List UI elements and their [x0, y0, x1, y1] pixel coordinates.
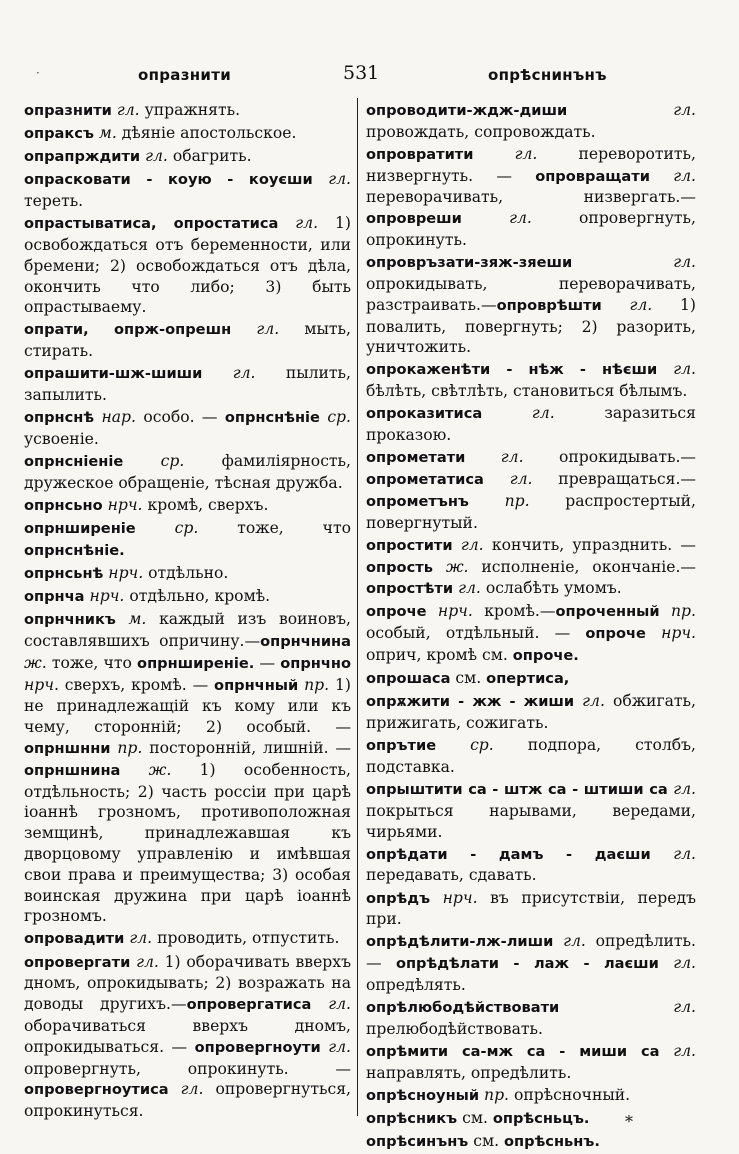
dictionary-entry	[366, 144, 696, 251]
grammar-label: гл.	[572, 253, 696, 272]
grammar-label: гл.	[312, 170, 351, 189]
definition-text: покрыться нарывами, вередами, чирьями.	[366, 801, 696, 841]
grammar-label: ср.	[436, 736, 528, 755]
grammar-label: гл.	[124, 929, 158, 948]
definition-text: 1) не принадлежащій къ кому или къ чему, сторонній; 2) особый. —	[24, 675, 351, 737]
dictionary-entry	[366, 844, 696, 887]
grammar-label: гл.	[473, 144, 579, 163]
definition-text: опредѣлить. —	[366, 932, 696, 973]
headword: опрастыватиса, опростатиса	[24, 215, 279, 233]
dictionary-entry	[24, 169, 351, 212]
grammar-label: гл.	[482, 404, 605, 423]
definition-text: ослабѣть умомъ.	[485, 579, 622, 598]
definition-text: направлять, опредѣлить.	[366, 1063, 572, 1082]
grammar-label: нар.	[94, 408, 144, 427]
dictionary-entry	[24, 100, 351, 122]
grammar-label: гл.	[202, 364, 286, 383]
definition-text: каждый изъ воиновъ, составлявшихъ опричину.—	[24, 610, 351, 650]
left-guide-word: опразнити	[138, 66, 232, 84]
grammar-label: ср.	[123, 452, 222, 471]
definition-text: 1) оборачивать вверхъ дномъ, опрокидывать; 2) возражать на доводы другихъ.—	[24, 952, 351, 1014]
definition-text: посторонній, лишній. —	[149, 738, 351, 757]
headword: опровергатиса	[186, 996, 312, 1014]
grammar-label: м.	[115, 610, 160, 629]
speck-mark: ·	[36, 66, 40, 80]
headword: опровратити	[366, 145, 474, 163]
headword: опрапрждити	[24, 148, 141, 166]
dictionary-entry	[366, 403, 696, 446]
headword: опрѣдъ	[366, 889, 431, 907]
headword: опрасковати - коую - коуєши	[24, 171, 313, 189]
definition-text: кромѣ.—	[484, 602, 556, 621]
grammar-label: гл.	[130, 952, 165, 971]
grammar-label: гл.	[311, 995, 351, 1014]
grammar-label: нрч.	[430, 888, 491, 907]
grammar-label: гл.	[168, 1080, 216, 1099]
grammar-label: нрч.	[645, 624, 696, 643]
definition-text: особый, отдѣльный. —	[366, 624, 586, 643]
dictionary-entry	[366, 535, 696, 600]
dictionary-entry	[366, 888, 696, 931]
dictionary-entry	[366, 779, 696, 842]
definition-text: 1) особенность, отдѣльность; 2) часть россіи при царѣ іоаннѣ грозномъ, противоположная земщинѣ, принадлежавшая къ дворцовому управленію и имѣвшая свои права и преимущества; 3) особая воинская дружина при царѣ іоаннѣ грозномъ.	[24, 760, 351, 926]
grammar-label: пр.	[659, 602, 696, 621]
grammar-label: гл.	[452, 535, 492, 554]
grammar-label: гл.	[483, 470, 559, 489]
definition-text: отдѣльно, кромѣ.	[129, 587, 271, 606]
headword: опрншнина	[24, 761, 121, 779]
definition-text: 1) освобождаться отъ беременности, или бремени; 2) освобождаться отъ дѣла, окончить что либо; 3) быть опрастываему.	[24, 214, 351, 317]
headword: опроче	[366, 603, 427, 621]
headword: опроче	[585, 625, 646, 643]
definition-text: опрѣсночный.	[513, 1085, 631, 1104]
headword: опрокаженѣти - нѣж - нѣєши	[366, 361, 658, 379]
definition-text: переворотить, низвергнуть. —	[366, 144, 696, 185]
definition-text: обагрить.	[172, 147, 252, 166]
headword: опростѣти	[366, 580, 454, 598]
headword: опрометати	[366, 449, 466, 467]
headword: опрнснѣніе	[224, 409, 320, 427]
definition-text: прелюбодѣйствовать.	[366, 1019, 543, 1038]
dictionary-entry	[24, 563, 351, 585]
headword: опраксъ	[24, 125, 94, 143]
headword: опрометънъ	[366, 492, 469, 510]
definition-text: заразиться проказою.	[366, 404, 696, 445]
headword: опрнширеніе.	[137, 654, 255, 672]
headword: опрошаса	[366, 670, 451, 688]
dictionary-entry	[366, 691, 696, 734]
definition-text: см.	[450, 669, 487, 688]
headword: опрнснѣніе.	[24, 541, 125, 559]
headword: опроче.	[512, 647, 579, 664]
grammar-label: ж.	[120, 760, 200, 779]
grammar-label: гл.	[553, 932, 596, 951]
definition-text: кончить, упразднить. —	[491, 535, 697, 554]
headword: опрѣлюбодѣйствовати	[366, 999, 560, 1017]
grammar-label: гл.	[465, 448, 559, 467]
headword: опрѣдѣлити-лж-лиши	[366, 933, 554, 951]
headword: опровергноути	[194, 1038, 321, 1056]
grammar-label: гл.	[574, 692, 613, 711]
dictionary-entry	[366, 1041, 696, 1084]
definition-text: см.	[468, 1132, 505, 1151]
headword: опрнширеніе	[24, 520, 136, 538]
grammar-label: ср.	[135, 519, 238, 538]
dictionary-entry	[366, 252, 696, 358]
grammar-label: гл.	[461, 209, 580, 228]
grammar-label: гл.	[657, 360, 696, 379]
grammar-label: нрч.	[84, 587, 130, 606]
headword: опрѣсньцъ.	[492, 1110, 590, 1127]
dictionary-entry	[24, 363, 351, 406]
headword: опровадити	[24, 930, 125, 948]
grammar-label: гл.	[278, 214, 335, 233]
definition-text: опровергнуть, опрокинуть. —	[24, 1059, 351, 1078]
definition-text: исполненіе, окончаніе.—	[481, 557, 696, 576]
definition-text: сверхъ, кромѣ. —	[64, 675, 215, 694]
definition-text: 1) повалить, повергнуть; 2) разорить, уничтожить.	[366, 295, 696, 357]
definition-text: тоже, что	[237, 519, 352, 538]
definition-text: подпора, столбъ, подставка.	[366, 736, 697, 776]
definition-text: оборачиваться вверхъ дномъ, опрокидываться. —	[24, 1016, 351, 1056]
definition-text: передавать, сдавать.	[366, 866, 537, 885]
headword: опрѣсньнъ.	[504, 1133, 600, 1151]
grammar-label: нрч.	[24, 675, 65, 694]
dictionary-entry	[24, 609, 351, 927]
definition-text: упражнять.	[144, 101, 241, 119]
headword: опразнити	[24, 102, 112, 119]
definition-text: проводить, отпустить.	[157, 929, 340, 948]
headword: опрнчный	[214, 676, 299, 694]
headword: опрнчнина	[260, 632, 351, 650]
definition-text: въ присутствіи, передъ при.	[366, 888, 697, 929]
headword: опрѣсникъ	[366, 1110, 458, 1127]
grammar-label: гл.	[650, 844, 696, 863]
dictionary-entry	[366, 668, 696, 690]
headword: опроврѣшти	[496, 296, 602, 314]
dictionary-entry	[24, 146, 351, 168]
headword: опрѣсинънъ	[366, 1133, 469, 1151]
headword: опрѫжити - жж - жиши	[366, 693, 575, 711]
grammar-label: пр.	[298, 675, 335, 694]
definition-text: опровергнуться, опрокинуться.	[24, 1080, 351, 1121]
grammar-label: гл.	[320, 1037, 351, 1056]
grammar-label: гл.	[231, 320, 305, 339]
page-header	[0, 60, 739, 90]
definition-text: мыть, стирать.	[24, 320, 351, 361]
headword: опертиса,	[486, 670, 570, 688]
right-guide-word: опрѣснинънъ	[488, 66, 607, 84]
headword: опроченный	[555, 603, 660, 621]
definition-text: тоже, что	[51, 653, 138, 672]
definition-text: отдѣльно.	[148, 564, 229, 582]
headword: опрнсніеніе	[24, 453, 124, 471]
grammar-label: ж.	[432, 557, 482, 576]
definition-text: переворачивать, низвергать.—	[366, 188, 696, 207]
dictionary-entry	[24, 495, 351, 517]
dictionary-entry	[366, 359, 696, 402]
definition-text: обжигать, прижигать, сожигать.	[366, 692, 696, 732]
headword: опрнснѣ	[24, 409, 95, 427]
grammar-label: пр.	[479, 1085, 514, 1104]
grammar-label: пр.	[110, 738, 150, 757]
grammar-label: пр.	[468, 491, 566, 510]
dictionary-entry	[366, 931, 696, 995]
dictionary-entry	[366, 1108, 696, 1130]
headword: опрѣдѣлати - лаж - лаєши	[395, 955, 659, 973]
definition-text: опредѣлять.	[366, 976, 466, 995]
grammar-label: гл.	[601, 295, 680, 314]
grammar-label: гл.	[111, 101, 145, 119]
headword: опрнчникъ	[24, 611, 116, 629]
dictionary-entry	[24, 518, 351, 562]
grammar-label: ж.	[24, 653, 52, 672]
definition-text: тереть.	[24, 192, 84, 211]
definition-text: опровергнуть, опрокинуть.	[366, 209, 696, 250]
headword: опрътие	[366, 737, 437, 755]
dictionary-entry	[366, 1131, 696, 1153]
grammar-label: гл.	[559, 998, 696, 1017]
dictionary-entry	[24, 586, 351, 608]
headword: опроводити-ждж-диши	[366, 102, 568, 119]
headword: опрнча	[24, 588, 85, 606]
definition-text: пылить, запылить.	[24, 364, 351, 405]
headword: опрати, опрж-опрешн	[24, 321, 232, 339]
grammar-label: ср.	[319, 408, 351, 427]
dictionary-entry	[24, 319, 351, 362]
headword: опрншнни	[24, 739, 111, 757]
grammar-label: гл.	[649, 166, 696, 185]
grammar-label: гл.	[659, 1042, 696, 1061]
left-column	[24, 100, 351, 1123]
dictionary-entry	[24, 952, 351, 1122]
dictionary-entry	[366, 447, 696, 533]
headword: опрашити-шж-шиши	[24, 365, 203, 383]
headword: опровреши	[366, 210, 462, 228]
right-column	[366, 100, 696, 1154]
definition-text: особо. —	[143, 408, 225, 427]
grammar-label: нрч.	[426, 602, 485, 621]
definition-text: см.	[457, 1109, 493, 1127]
headword: опрнчно	[280, 654, 351, 672]
definition-text: кромѣ, сверхъ.	[147, 496, 269, 515]
definition-text: провождать, сопровождать.	[366, 122, 596, 141]
definition-text: превращаться.—	[558, 470, 696, 489]
definition-text: дѣяніе апостольское.	[121, 124, 297, 143]
dictionary-entry	[366, 100, 696, 143]
headword: опрѣдати - дамъ - даєши	[366, 845, 651, 863]
definition-text: усвоеніе.	[24, 430, 99, 449]
definition-text: фамиліярность, дружеское обращеніе, тѣсная дружба.	[24, 452, 351, 492]
grammar-label: нрч.	[103, 564, 149, 582]
footer-asterisk: *	[625, 1112, 633, 1131]
dictionary-entry	[24, 928, 351, 950]
grammar-label: гл.	[658, 954, 696, 973]
headword: опрнсьнѣ	[24, 565, 104, 582]
headword: опровращати	[535, 167, 650, 185]
headword: опрѣсноуный	[366, 1086, 480, 1104]
dictionary-entry	[366, 735, 696, 778]
headword: опрыштити са - штж са - штиши са	[366, 780, 668, 798]
grammar-label: гл.	[140, 147, 173, 166]
grammar-label: м.	[93, 124, 122, 143]
headword: опрометатиса	[366, 471, 484, 489]
definition-text: —	[254, 653, 281, 672]
definition-text: опрокидывать, переворачивать, разстраивать.—	[366, 274, 696, 314]
headword: опрнсьно	[24, 497, 103, 515]
headword: опрѣмити са-мж са - миши са	[366, 1043, 660, 1061]
definition-text: оприч, кромѣ см.	[366, 646, 513, 664]
headword: опроказитиса	[366, 405, 483, 423]
dictionary-entry	[366, 997, 696, 1040]
headword: опрость	[366, 558, 433, 576]
column-divider	[357, 98, 358, 1116]
dictionary-entry	[24, 407, 351, 450]
headword: опровергноутиса	[24, 1081, 169, 1099]
headword: опровергати	[24, 953, 131, 971]
grammar-label: гл.	[567, 101, 696, 119]
dictionary-entry	[24, 451, 351, 494]
grammar-label: нрч.	[102, 496, 148, 515]
definition-text: бѣлѣть, свѣтлѣть, становиться бѣлымъ.	[366, 382, 688, 401]
dictionary-entry	[24, 213, 351, 318]
dictionary-entry	[366, 601, 696, 666]
definition-text: опрокидывать.—	[558, 448, 696, 467]
headword: опровръзати-зяж-зяеши	[366, 254, 573, 272]
definition-text: распростертый, повергнутый.	[366, 491, 696, 532]
headword: опростити	[366, 536, 453, 554]
page-number: 531	[343, 62, 380, 84]
grammar-label: гл.	[453, 579, 486, 598]
dictionary-entry	[366, 1085, 696, 1107]
grammar-label: гл.	[667, 779, 696, 798]
dictionary-entry	[24, 123, 351, 145]
